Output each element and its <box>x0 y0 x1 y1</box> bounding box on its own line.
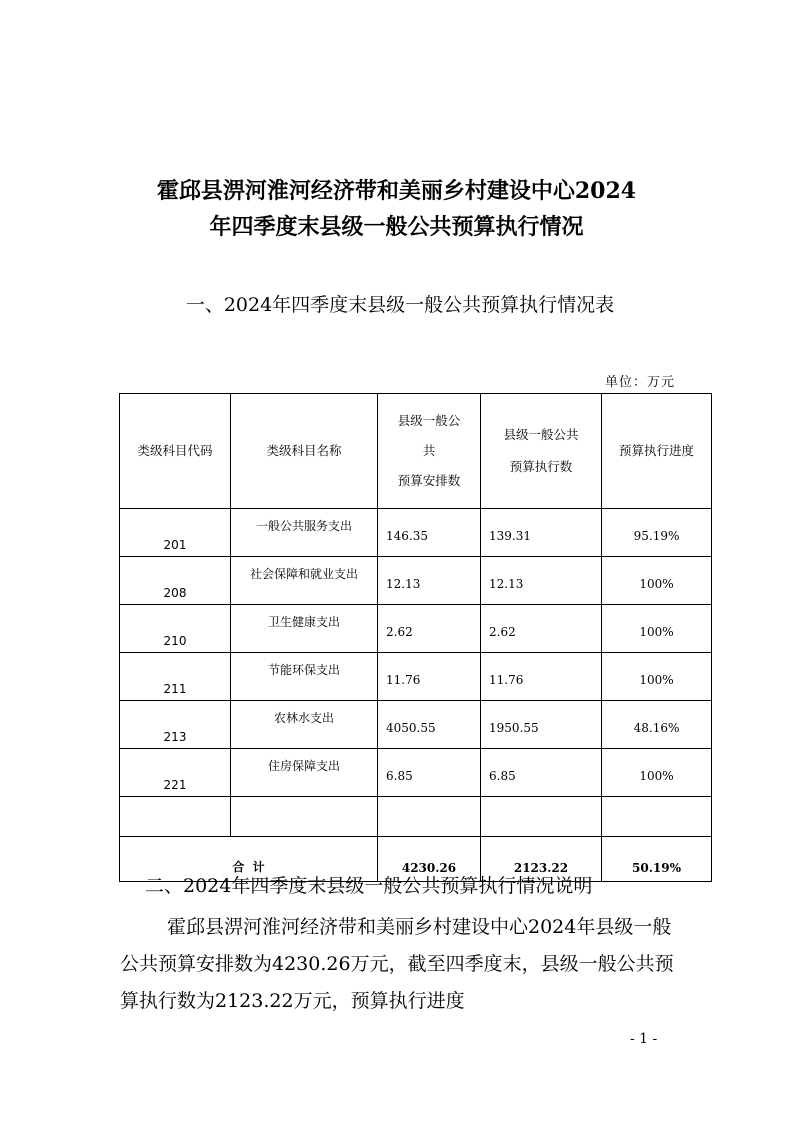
row-progress: 95.19% <box>602 509 712 557</box>
table-row <box>120 605 712 653</box>
empty-cell <box>231 797 378 837</box>
row-code: 211 <box>120 653 231 701</box>
empty-cell <box>481 797 602 837</box>
row-executed: 6.85 <box>481 749 602 797</box>
row-budget: 4050.55 <box>378 701 481 749</box>
row-budget: 6.85 <box>378 749 481 797</box>
total-label: 合 计 <box>120 837 378 882</box>
header-progress: 预算执行进度 <box>602 394 712 509</box>
row-executed: 12.13 <box>481 557 602 605</box>
table-header-row <box>120 394 712 509</box>
row-code: 210 <box>120 605 231 653</box>
document-title-line2: 年四季度末县级一般公共预算执行情况 <box>209 214 584 240</box>
unit-label: 单位：万元 <box>604 375 675 390</box>
total-executed: 2123.22 <box>481 837 602 882</box>
row-name: 社会保障和就业支出 <box>231 557 378 605</box>
row-progress: 100% <box>602 605 712 653</box>
row-budget: 2.62 <box>378 605 481 653</box>
header-budget-line3: 预算安排数 <box>397 473 461 488</box>
header-executed-line1: 县级一般公共 <box>503 427 579 442</box>
section2-paragraph: 霍邱县淠河淮河经济带和美丽乡村建设中心2024年县级一般公共预算安排数为4230.26万元，截至四季度末，县级一般公共预算执行数为2123.22万元，预算执行进度 <box>120 916 674 1012</box>
empty-cell <box>378 797 481 837</box>
total-progress: 50.19% <box>602 837 712 882</box>
row-progress: 100% <box>602 557 712 605</box>
header-executed <box>481 394 602 509</box>
row-code: 221 <box>120 749 231 797</box>
row-progress: 100% <box>602 653 712 701</box>
row-budget: 11.76 <box>378 653 481 701</box>
table-row <box>120 701 712 749</box>
row-name: 节能环保支出 <box>231 653 378 701</box>
row-progress: 48.16% <box>602 701 712 749</box>
row-executed: 1950.55 <box>481 701 602 749</box>
document-title-line1: 霍邱县淠河淮河经济带和美丽乡村建设中心2024 <box>156 178 637 204</box>
row-code: 201 <box>120 509 231 557</box>
row-code: 208 <box>120 557 231 605</box>
row-executed: 2.62 <box>481 605 602 653</box>
row-budget: 146.35 <box>378 509 481 557</box>
empty-cell <box>120 797 231 837</box>
row-name: 住房保障支出 <box>231 749 378 797</box>
header-code: 类级科目代码 <box>120 394 231 509</box>
table-row <box>120 653 712 701</box>
row-name: 农林水支出 <box>231 701 378 749</box>
header-budget <box>378 394 481 509</box>
row-name: 一般公共服务支出 <box>231 509 378 557</box>
section2-heading: 二、2024年四季度末县级一般公共预算执行情况说明 <box>145 875 593 897</box>
row-executed: 11.76 <box>481 653 602 701</box>
table-row <box>120 749 712 797</box>
header-executed-line2: 预算执行数 <box>509 459 573 474</box>
empty-cell <box>602 797 712 837</box>
row-budget: 12.13 <box>378 557 481 605</box>
total-budget: 4230.26 <box>378 837 481 882</box>
table-row-empty <box>120 797 712 837</box>
budget-table <box>119 393 712 882</box>
header-budget-line1: 县级一般公 <box>397 413 461 428</box>
section1-heading: 一、2024年四季度末县级一般公共预算执行情况表 <box>185 294 615 316</box>
row-code: 213 <box>120 701 231 749</box>
header-budget-line2: 共 <box>422 443 436 458</box>
table-row <box>120 557 712 605</box>
row-progress: 100% <box>602 749 712 797</box>
header-name: 类级科目名称 <box>231 394 378 509</box>
page-number: - 1 - <box>630 1031 658 1047</box>
row-executed: 139.31 <box>481 509 602 557</box>
table-row <box>120 509 712 557</box>
row-name: 卫生健康支出 <box>231 605 378 653</box>
